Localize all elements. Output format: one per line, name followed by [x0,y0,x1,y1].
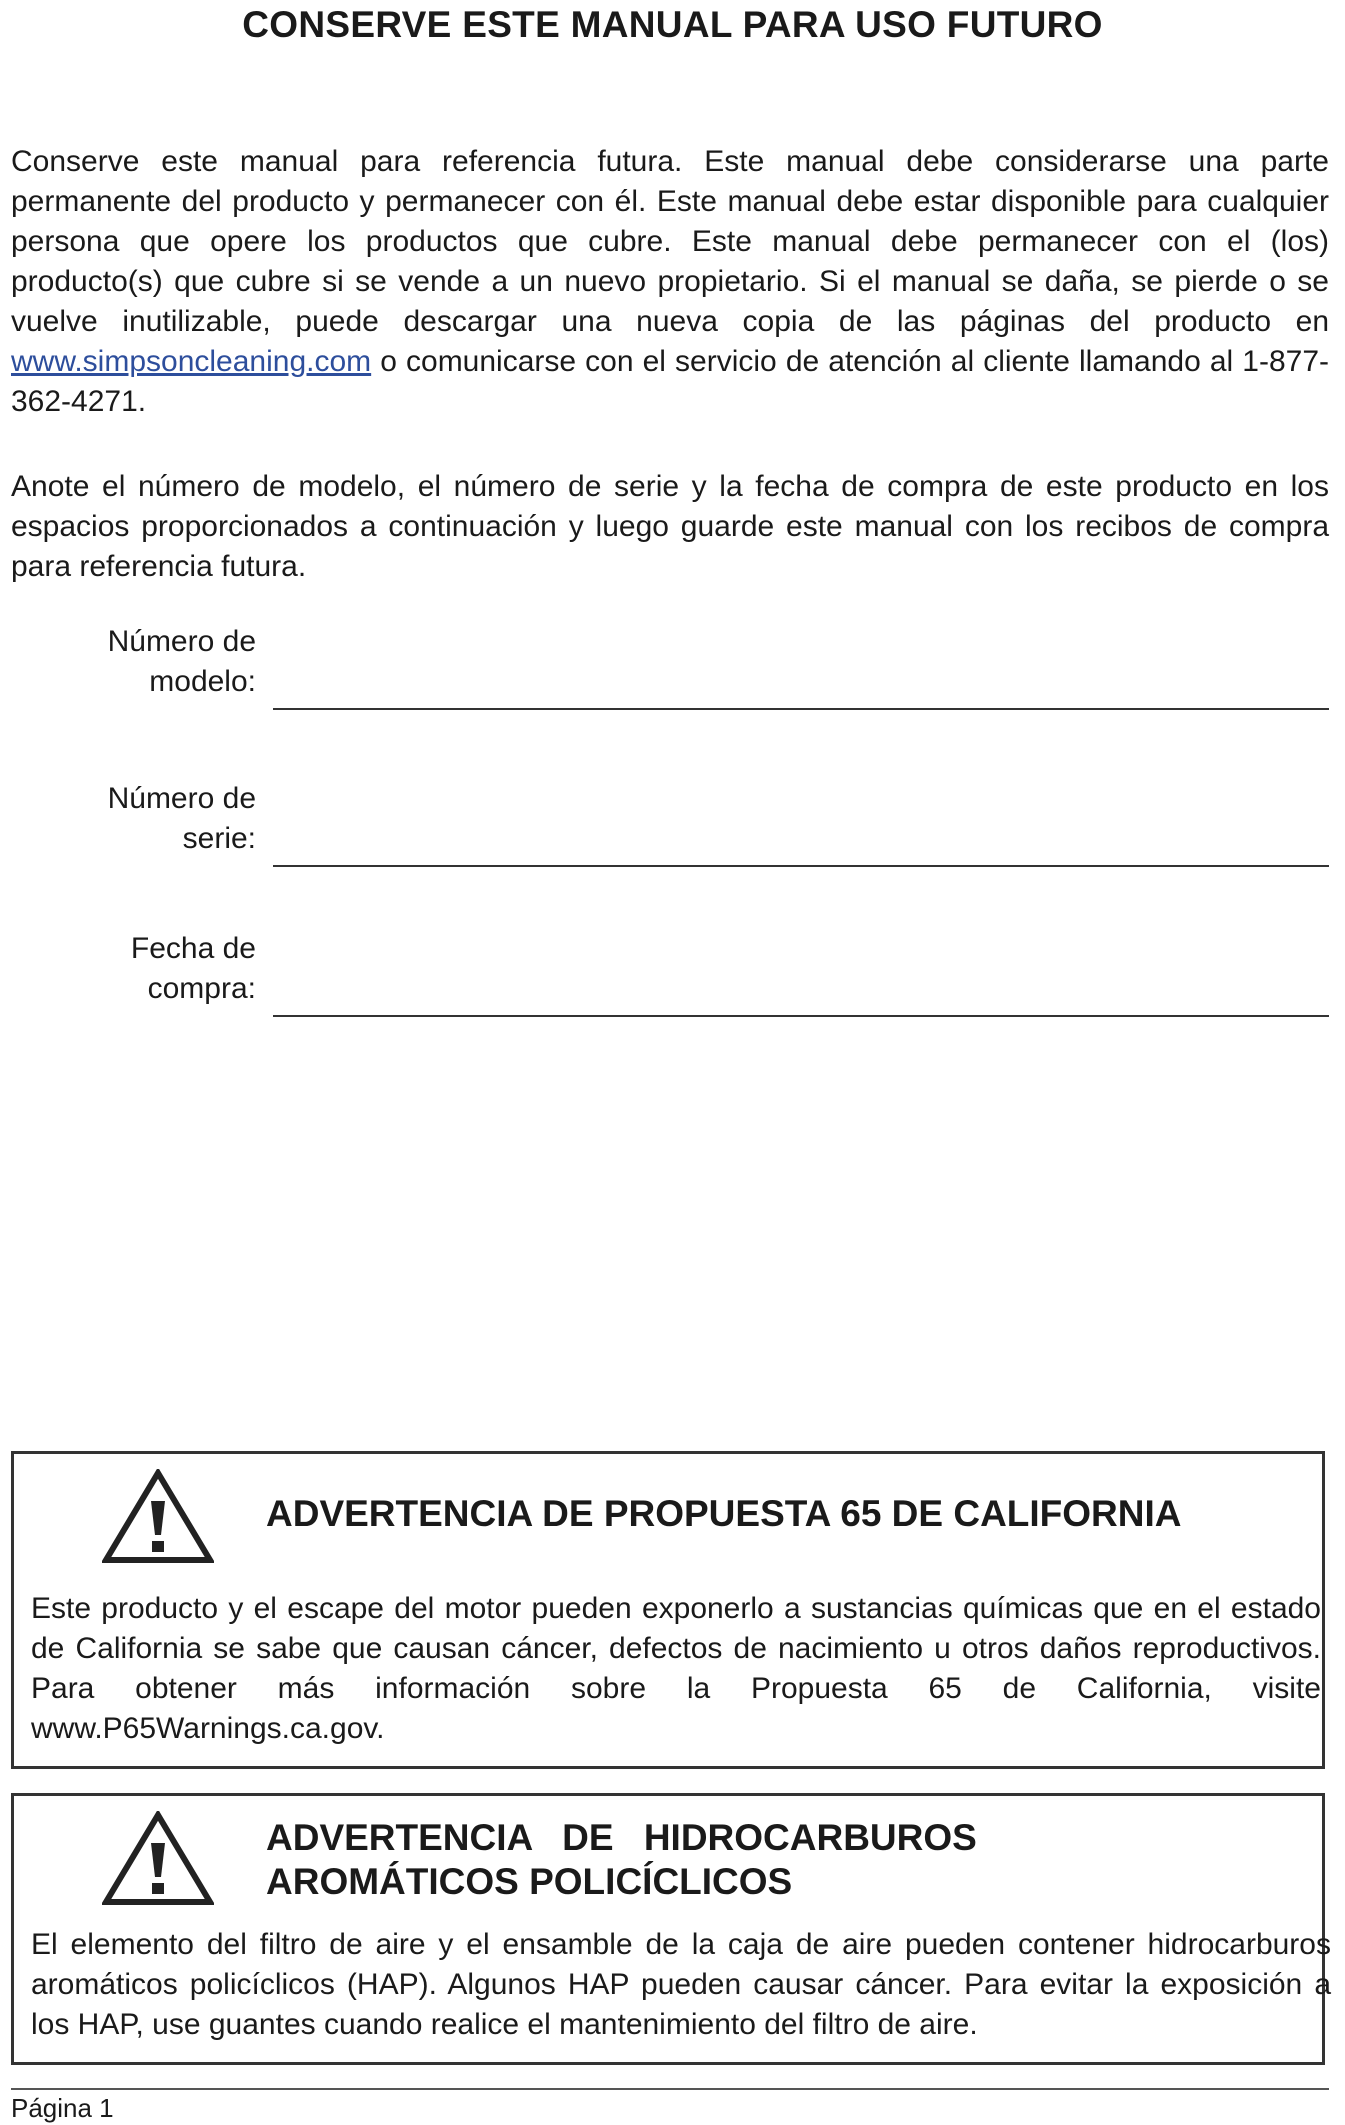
pah-warning-title [266,1816,1306,1904]
intro-text: Conserve este manual para referencia futura. Este manual debe considerarse una parte permanente del producto y permanecer con él. Este manual debe estar disponible para cualquier persona que opere los productos que cubre. Este manual debe permanecer con el (los) producto(s) que cubre si se vende a un nuevo propietario. Si el manual se daña, se pierde o se vuelve inutilizable, puede descargar una nueva copia de las páginas del producto en [11,145,1329,338]
prop65-warning-body: Este producto y el escape del motor pueden exponerlo a sustancias químicas que en el estado de California se sabe que causan cáncer, defectos de nacimiento u otros daños reproductivos. Para obtener más información sobre la Propuesta 65 de California, visite www.P65Warnings.ca.gov. [31,1592,1321,1745]
pah-warning-title-line2: AROMÁTICOS POLICÍCLICOS [266,1861,793,1902]
pah-warning-title-line1: ADVERTENCIA DE HIDROCARBUROS [266,1817,977,1858]
serial-number-label [60,779,256,859]
warning-triangle-icon [102,1469,214,1564]
record-info-paragraph: Anote el número de modelo, el número de serie y la fecha de compra de este producto en los espacios proporcionados a continuación y luego guarde este manual con los recibos de compra para referencia futura. [11,470,1329,583]
pah-warning-body: El elemento del filtro de aire y el ensamble de la caja de aire pueden contener hidrocarburos aromáticos policíclicos (HAP). Algunos HAP pueden causar cáncer. Para evitar la exposición a los HAP, use guantes cuando realice el mantenimiento del filtro de aire. [31,1928,1331,2041]
page-title: CONSERVE ESTE MANUAL PARA USO FUTURO [242,4,1103,45]
purchase-date-label [60,929,256,1009]
purchase-date-label-line2: compra: [147,972,256,1005]
prop65-warning-title: ADVERTENCIA DE PROPUESTA 65 DE CALIFORNIA [266,1493,1182,1534]
purchase-date-label-line1: Fecha de [130,932,256,965]
serial-number-label-line2: serie: [182,822,256,855]
purchase-date-line[interactable] [273,1015,1329,1017]
pah-warning-box [11,1793,1331,2065]
footer-divider [11,2088,1329,2090]
serial-number-line[interactable] [273,865,1329,867]
intro-text-end: o comunicarse con el servicio de atención al cliente llamando al 1-877-362-4271. [11,345,1329,418]
website-link[interactable]: www.simpsoncleaning.com [11,345,372,378]
model-number-label-line2: modelo: [149,665,256,698]
model-number-label [60,622,256,702]
intro-paragraph [11,142,1329,422]
prop65-warning-box [11,1451,1325,1769]
model-number-line[interactable] [273,708,1329,710]
page-number: Página 1 [11,2093,114,2123]
serial-number-label-line1: Número de [107,782,256,815]
model-number-label-line1: Número de [107,625,256,658]
warning-triangle-icon [102,1811,214,1906]
